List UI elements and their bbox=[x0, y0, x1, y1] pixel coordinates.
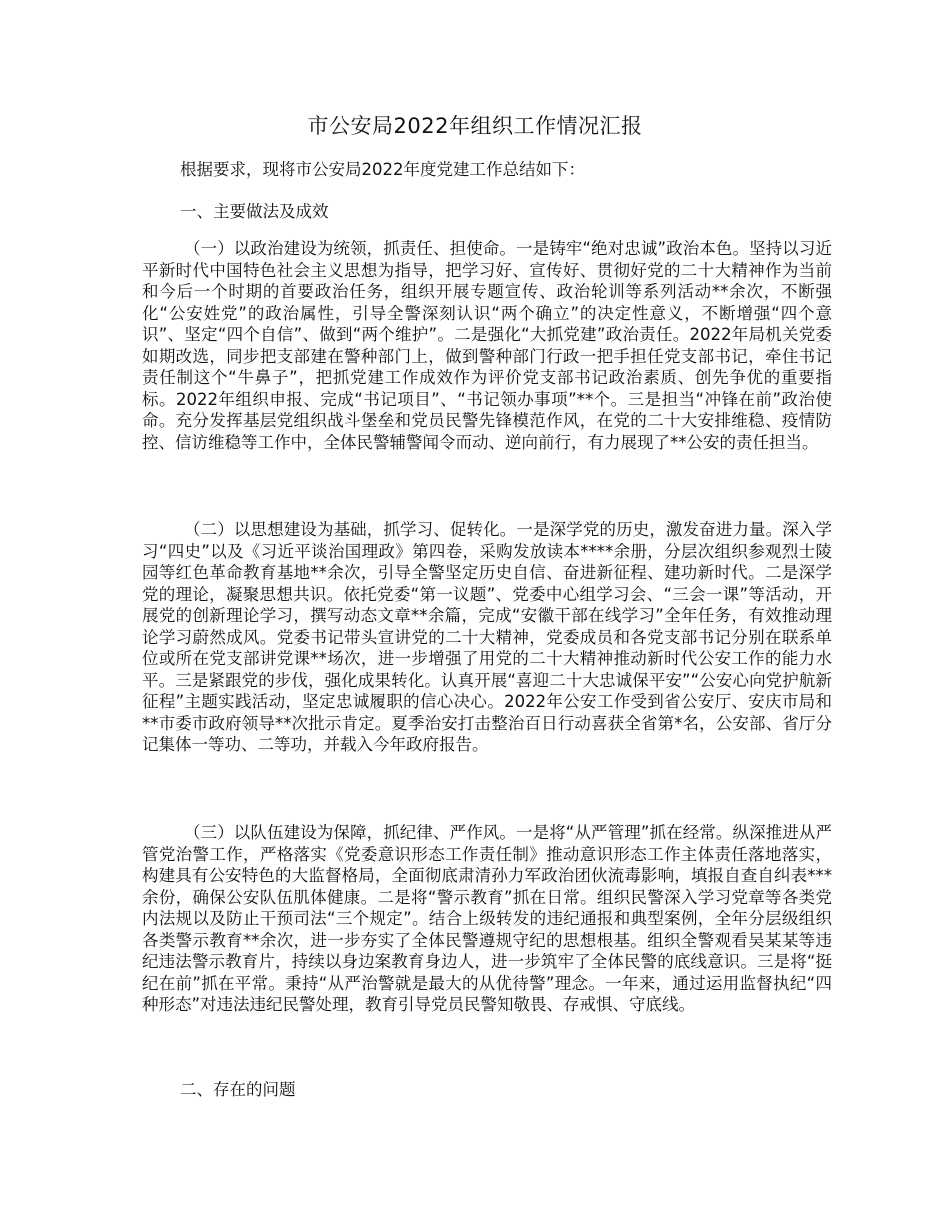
paragraph-3: （三）以队伍建设为保障，抓纪律、严作风。一是将“从严管理”抓在经常。纵深推进从严管党治警工作，严格落实《党委意识形态工作责任制》推动意识形态工作主体责任落地落实，构建具有公安特色的大监督格局，全面彻底肃清孙力军政治团伙流毒影响，填报自查自纠表***余份，确保公安队伍肌体健康。二是将“警示教育”抓在日常。组织民警深入学习党章等各类党内法规以及防止干预司法“三个规定”。结合上级转发的违纪通报和典型案例，全年分层级组织各类警示教育**余次，进一步夯实了全体民警遵规守纪的思想根基。组织全警观看吴某某等违纪违法警示教育片，持续以身边案教育身边人，进一步筑牢了全体民警的底线意识。三是将“挺纪在前”抓在平常。秉持“从严治警就是最大的从优待警”理念。一年来，通过运用监督执纪“四种形态”对违法违纪民警处理，教育引导党员民警知敬畏、存戒惧、守底线。 bbox=[142, 823, 832, 1014]
paragraph-2: （二）以思想建设为基础，抓学习、促转化。一是深学党的历史，激发奋进力量。深入学习“四史”以及《习近平谈治国理政》第四卷，采购发放读本****余册，分层次组织参观烈士陵园等红色革命教育基地**余次，引导全警坚定历史自信、奋进新征程、建功新时代。二是深学党的理论，凝聚思想共识。依托党委“第一议题”、党委中心组学习会、“三会一课”等活动，开展党的创新理论学习，撰写动态文章**余篇，完成“安徽干部在线学习”全年任务，有效推动理论学习蔚然成风。党委书记带头宣讲党的二十大精神，党委成员和各党支部书记分别在联系单位或所在党支部讲党课**场次，进一步增强了用党的二十大精神推动新时代公安工作的能力水平。三是紧跟党的步伐，强化成果转化。认真开展“喜迎二十大忠诚保平安”“公安心向党护航新征程”主题实践活动，坚定忠诚履职的信心决心。2022年公安工作受到省公安厅、安庆市局和**市委市政府领导**次批示肯定。夏季治安打击整治百日行动喜获全省第*名，公安部、省厅分记集体一等功、二等功，并载入今年政府报告。 bbox=[142, 520, 832, 754]
paragraph-1: （一）以政治建设为统领，抓责任、担使命。一是铸牢“绝对忠诚”政治本色。坚持以习近平新时代中国特色社会主义思想为指导，把学习好、宣传好、贯彻好党的二十大精神作为当前和今后一个时期的首要政治任务，组织开展专题宣传、政治轮训等系列活动**余次，不断强化“公安姓党”的政治属性，引导全警深刻认识“两个确立”的决定性意义，不断增强“四个意识”、坚定“四个自信”、做到“两个维护”。二是强化“大抓党建”政治责任。2022年局机关党委如期改选，同步把支部建在警种部门上，做到警种部门行政一把手担任党支部书记，牵住书记责任制这个“牛鼻子”，把抓党建工作成效作为评价党支部书记政治素质、创先争优的重要指标。2022年组织申报、完成“书记项目”、“书记领办事项”**个。三是担当“冲锋在前”政治使命。充分发挥基层党组织战斗堡垒和党员民警先锋模范作风，在党的二十大安排维稳、疫情防控、信访维稳等工作中，全体民警辅警闻令而动、逆向前行，有力展现了**公安的责任担当。 bbox=[142, 239, 832, 452]
intro-line: 根据要求，现将市公安局2022年度党建工作总结如下： bbox=[180, 160, 585, 179]
section-heading-1: 一、主要做法及成效 bbox=[180, 202, 329, 221]
section-heading-2: 二、存在的问题 bbox=[180, 1080, 296, 1099]
document-title: 市公安局2022年组织工作情况汇报 bbox=[307, 114, 643, 138]
